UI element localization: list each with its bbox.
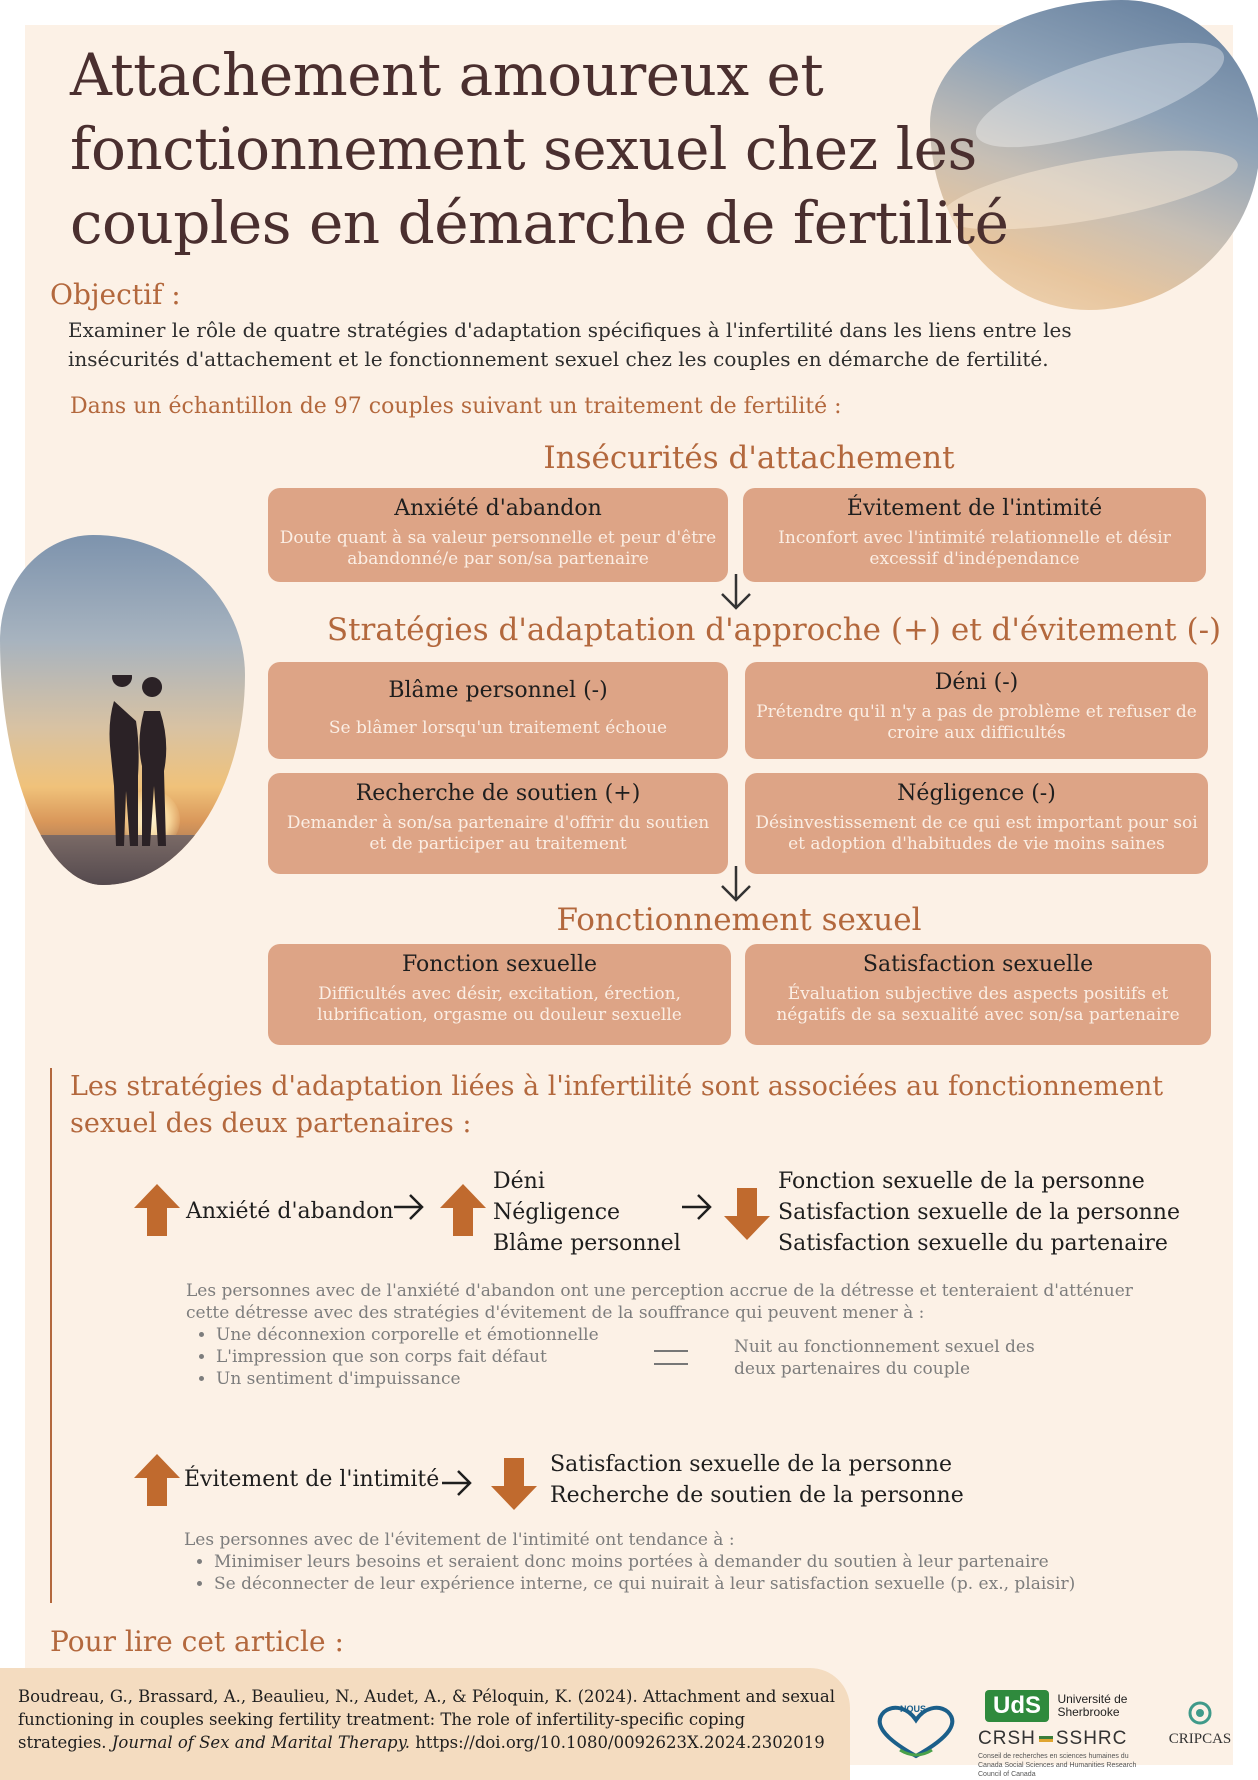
arrow-right-icon (440, 1468, 474, 1506)
reference-authors: Boudreau, G., Brassard, A., Beaulieu, N., Audet, A., & Péloquin, K. (2024). Attachment and sexual functioning in couples seeking fertility treatment: The role of infertility-specific coping strategies. (18, 1687, 836, 1752)
cripcas-logo (1155, 1700, 1245, 1748)
reference-doi-link[interactable]: https://doi.org/10.1080/0092623X.2024.2302019 (415, 1733, 825, 1752)
reference-citation (18, 1685, 838, 1754)
box-description: Demander à son/sa partenaire d'offrir du soutien et de participer au traitement (286, 813, 710, 854)
box-sexual-satisfaction (745, 944, 1211, 1045)
anxiety-outcome-list (778, 1166, 1180, 1259)
arrow-right-icon (680, 1192, 714, 1230)
anxiety-label: Anxiété d'abandon (186, 1199, 394, 1224)
note-text: Les personnes avec de l'évitement de l'intimité ont tendance à : (184, 1530, 735, 1550)
box-title: Déni (-) (934, 670, 1019, 695)
outcome-item: Satisfaction sexuelle de la personne (778, 1200, 1180, 1225)
arrow-up-icon (132, 1452, 182, 1508)
outcome-item: Fonction sexuelle de la personne (778, 1169, 1145, 1194)
equals-icon (654, 1350, 688, 1365)
title-line-3: couples en démarche de fertilité (70, 189, 1009, 257)
bullet-item: • Une déconnexion corporelle et émotionnelle (216, 1324, 1146, 1346)
strategy-item: Négligence (493, 1200, 621, 1225)
sexual-functioning-heading: Fonctionnement sexuel (556, 902, 922, 938)
arrow-right-icon (392, 1192, 426, 1230)
objective-text: Examiner le rôle de quatre stratégies d'adaptation spécifiques à l'infertilité dans les liens entre les insécurités d'attachement et le fonctionnement sexuel chez les couples en démarche de fertilité. (68, 318, 1072, 371)
nous-logo (870, 1700, 962, 1760)
title-line-1: Attachement amoureux et (70, 41, 824, 109)
box-support-seeking (268, 773, 728, 874)
strategy-item: Blâme personnel (493, 1231, 681, 1256)
title-line-2: fonctionnement sexuel chez les (70, 115, 977, 183)
box-description: Prétendre qu'il n'y a pas de problème et refuser de croire aux difficultés (756, 702, 1197, 743)
box-title: Satisfaction sexuelle (862, 952, 1094, 977)
uds-name-line: Université de (1057, 1692, 1128, 1706)
flag-separator (1039, 1736, 1053, 1742)
crsh-subtitle: Conseil de recherches en sciences humaines du Canada Social Sciences and Humanities Research Council of Canada (978, 1753, 1137, 1778)
arrow-up-icon (132, 1182, 182, 1238)
insecurities-heading: Insécurités d'attachement (543, 440, 955, 476)
box-description: Doute quant à sa valeur personnelle et peur d'être abandonné/e par son/sa partenaire (279, 528, 717, 569)
reference-journal: Journal of Sex and Marital Therapy. (111, 1733, 410, 1752)
arrow-up-icon (438, 1182, 488, 1238)
box-description: Évaluation subjective des aspects positifs et négatifs de sa sexualité avec son/sa partenaire (776, 984, 1180, 1025)
box-denial (745, 662, 1208, 759)
avoidance-outcome-list (550, 1449, 964, 1511)
avoidance-label: Évitement de l'intimité (184, 1467, 440, 1492)
box-description: Se blâmer lorsqu'un traitement échoue (328, 718, 668, 738)
section-divider (50, 1068, 52, 1603)
uds-badge: UdS (985, 1690, 1049, 1722)
crsh-sshrc-logo (978, 1728, 1127, 1750)
outcome-item: Recherche de soutien de la personne (550, 1483, 964, 1508)
box-sexual-function (268, 944, 731, 1045)
uds-name (1057, 1693, 1127, 1719)
strategy-item: Déni (493, 1169, 545, 1194)
arrow-down-icon (722, 1186, 772, 1242)
cripcas-text: CRIPCAS (1168, 1731, 1232, 1747)
sshrc-text: SSHRC (1055, 1728, 1128, 1749)
outcome-item: Satisfaction sexuelle de la personne (550, 1452, 952, 1477)
avoidance-bullets (184, 1551, 1184, 1595)
spiral-logo-icon (1185, 1700, 1215, 1726)
bullet-item: • L'impression que son corps fait défaut (216, 1346, 1146, 1368)
uds-name-line: Sherbrooke (1057, 1705, 1120, 1719)
box-description: Désinvestissement de ce qui est important pour soi et adoption d'habitudes de vie moins saines (755, 813, 1198, 854)
arrow-down-icon (489, 1456, 539, 1512)
page-title (70, 38, 1130, 260)
note-text: Les personnes avec de l'anxiété d'abandon ont une perception accrue de la détresse et tenteraient d'atténuer cette détresse avec des stratégies d'évitement de la souffrance qui peuvent mener à : (186, 1281, 1133, 1323)
box-title: Anxiété d'abandon (394, 496, 602, 521)
anxiety-strategy-list (493, 1166, 681, 1259)
box-title: Blâme personnel (-) (388, 678, 608, 703)
box-description: Difficultés avec désir, excitation, érection, lubrification, orgasme ou douleur sexuelle (317, 984, 682, 1025)
anxiety-result: Nuit au fonctionnement sexuel des deux partenaires du couple (734, 1337, 1035, 1379)
nous-logo-text: NOUS (900, 1704, 927, 1714)
box-description: Inconfort avec l'intimité relationnelle et désir excessif d'indépendance (778, 528, 1171, 569)
bullet-item: • Minimiser leurs besoins et seraient donc moins portées à demander du soutien à leur partenaire (214, 1551, 1184, 1573)
box-anxiety (268, 488, 728, 582)
strategies-heading: Stratégies d'adaptation d'approche (+) et d'évitement (-) (326, 612, 1222, 648)
avoidance-note (184, 1529, 1184, 1595)
crsh-text: CRSH (978, 1728, 1036, 1749)
box-avoidance (743, 488, 1206, 582)
couple-silhouette-icon (100, 675, 180, 855)
box-title: Fonction sexuelle (401, 952, 598, 977)
bullet-item: • Un sentiment d'impuissance (216, 1368, 1146, 1390)
association-heading: Les stratégies d'adaptation liées à l'infertilité sont associées au fonctionnement sexuel des deux partenaires : (70, 1071, 1164, 1139)
box-title: Recherche de soutien (+) (355, 781, 641, 806)
box-title: Évitement de l'intimité (846, 496, 1103, 521)
uds-logo (985, 1690, 1127, 1722)
reading-heading: Pour lire cet article : (50, 1625, 344, 1658)
outcome-item: Satisfaction sexuelle du partenaire (778, 1231, 1168, 1256)
objective-heading: Objectif : (50, 278, 181, 311)
box-neglect (745, 773, 1208, 874)
bullet-item: • Se déconnecter de leur expérience interne, ce qui nuirait à leur satisfaction sexuelle (p. ex., plaisir) (214, 1573, 1184, 1595)
box-title: Négligence (-) (897, 781, 1056, 806)
sample-description: Dans un échantillon de 97 couples suivant un traitement de fertilité : (70, 394, 842, 419)
box-self-blame (268, 662, 728, 759)
